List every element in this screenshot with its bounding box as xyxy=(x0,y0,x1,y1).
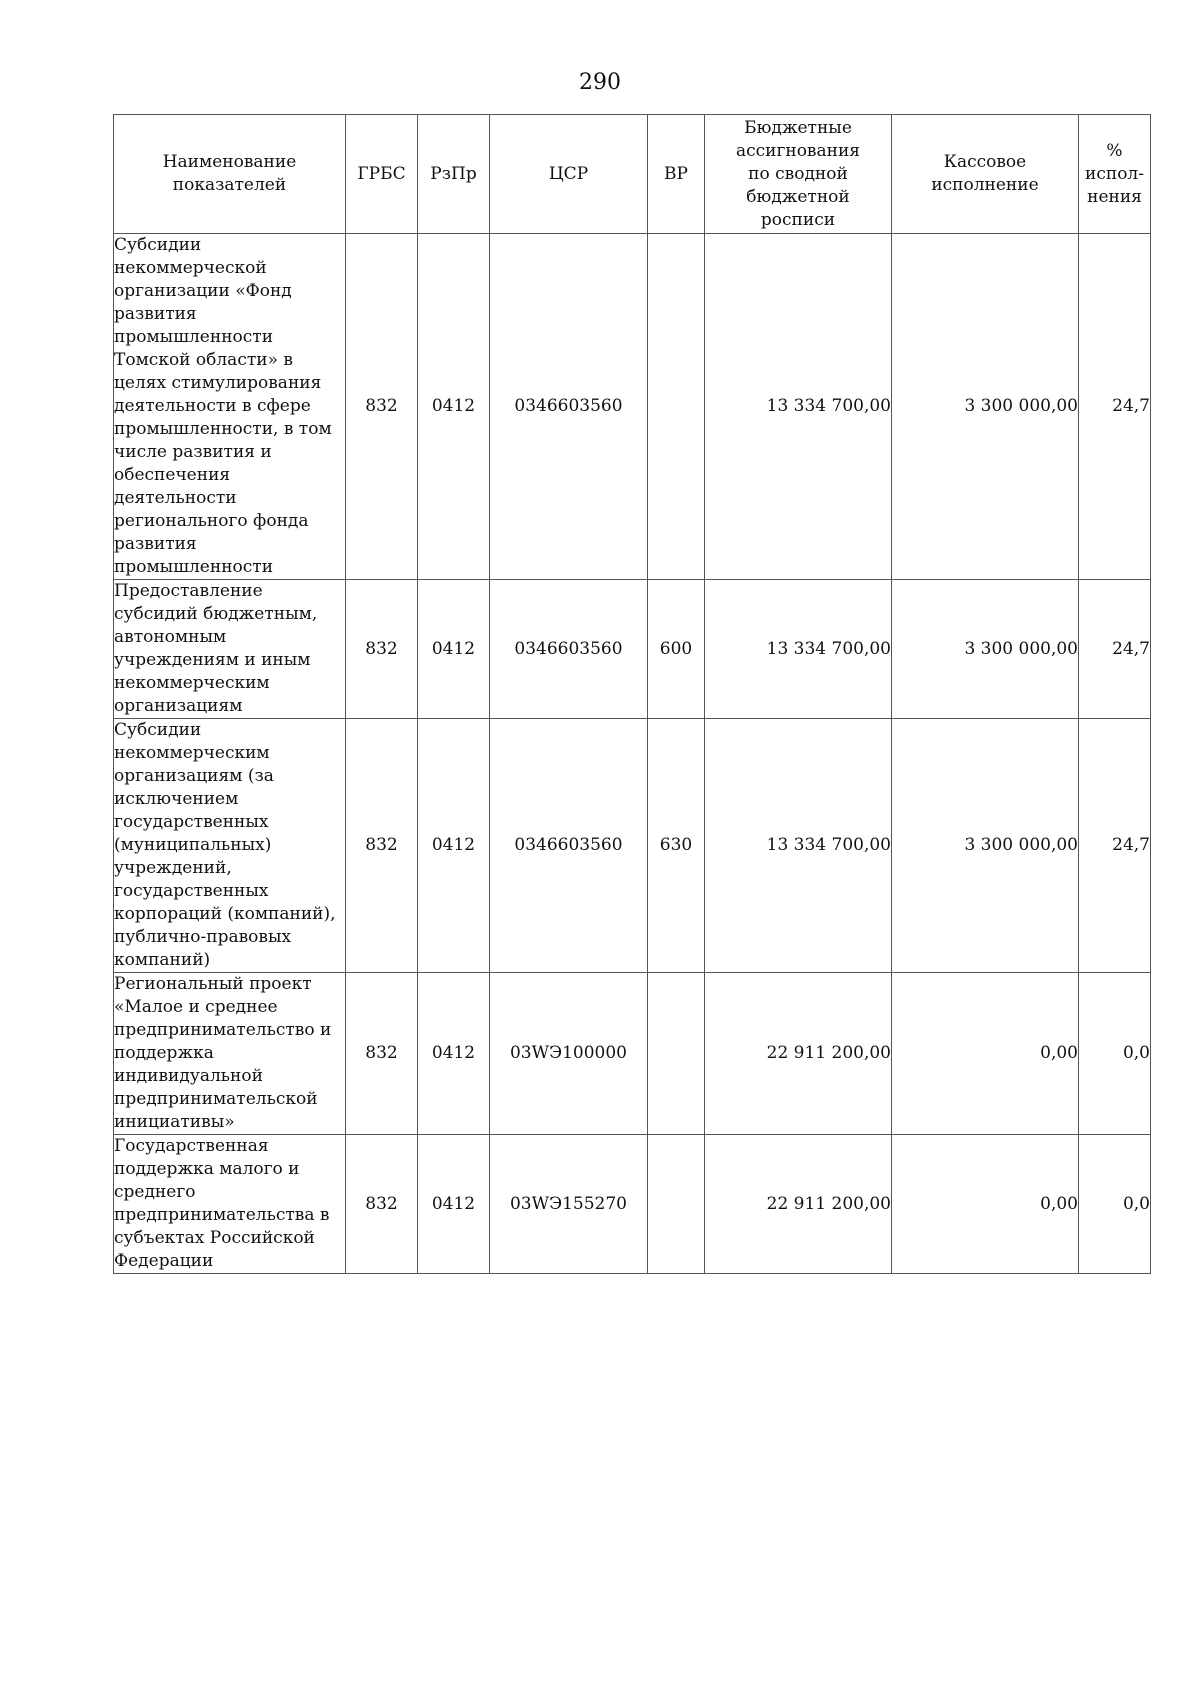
row-percent: 24,7 xyxy=(1079,719,1151,973)
header-grbs: ГРБС xyxy=(346,115,418,234)
page-number: 290 xyxy=(579,70,621,95)
header-rzpr: РзПр xyxy=(418,115,490,234)
row-grbs: 832 xyxy=(346,1135,418,1274)
row-rzpr: 0412 xyxy=(418,234,490,580)
row-vr: 630 xyxy=(648,719,705,973)
row-name: Субсидии некоммерческим организациям (за исключением государственных (муниципальных) учреждений, государственных корпораций (компаний), публично-правовых компаний) xyxy=(114,719,346,973)
row-rzpr: 0412 xyxy=(418,719,490,973)
header-name: Наименование показателей xyxy=(114,115,346,234)
row-csr: 0346603560 xyxy=(490,580,648,719)
header-csr: ЦСР xyxy=(490,115,648,234)
row-grbs: 832 xyxy=(346,580,418,719)
row-budget: 13 334 700,00 xyxy=(705,580,892,719)
row-grbs: 832 xyxy=(346,719,418,973)
row-vr xyxy=(648,973,705,1135)
row-budget: 13 334 700,00 xyxy=(705,234,892,580)
row-rzpr: 0412 xyxy=(418,1135,490,1274)
row-percent: 24,7 xyxy=(1079,234,1151,580)
row-name: Субсидии некоммерческой организации «Фонд развития промышленности Томской области» в целях стимулирования деятельности в сфере промышленности, в том числе развития и обеспечения деятельности регионального фонда развития промышленности xyxy=(114,234,346,580)
row-budget: 22 911 200,00 xyxy=(705,973,892,1135)
row-rzpr: 0412 xyxy=(418,580,490,719)
row-rzpr: 0412 xyxy=(418,973,490,1135)
header-cash: Кассовое исполнение xyxy=(892,115,1079,234)
row-csr: 0346603560 xyxy=(490,719,648,973)
row-budget: 13 334 700,00 xyxy=(705,719,892,973)
row-grbs: 832 xyxy=(346,234,418,580)
row-cash: 0,00 xyxy=(892,1135,1079,1274)
table-row xyxy=(114,234,1151,580)
row-budget: 22 911 200,00 xyxy=(705,1135,892,1274)
row-percent: 0,0 xyxy=(1079,1135,1151,1274)
header-percent: % испол-нения xyxy=(1079,115,1151,234)
header-budget: Бюджетные ассигнования по сводной бюджетной росписи xyxy=(705,115,892,234)
row-percent: 0,0 xyxy=(1079,973,1151,1135)
row-csr: 03WЭ155270 xyxy=(490,1135,648,1274)
table-row xyxy=(114,973,1151,1135)
row-cash: 0,00 xyxy=(892,973,1079,1135)
budget-execution-table xyxy=(113,114,1151,1274)
row-vr: 600 xyxy=(648,580,705,719)
table-row xyxy=(114,1135,1151,1274)
row-cash: 3 300 000,00 xyxy=(892,719,1079,973)
header-vr: ВР xyxy=(648,115,705,234)
row-name: Региональный проект «Малое и среднее предпринимательство и поддержка индивидуальной предпринимательской инициативы» xyxy=(114,973,346,1135)
table-row xyxy=(114,580,1151,719)
row-name: Предоставление субсидий бюджетным, автономным учреждениям и иным некоммерческим организациям xyxy=(114,580,346,719)
table-header-row xyxy=(114,115,1151,234)
row-vr xyxy=(648,1135,705,1274)
row-name: Государственная поддержка малого и среднего предпринимательства в субъектах Российской Федерации xyxy=(114,1135,346,1274)
row-cash: 3 300 000,00 xyxy=(892,234,1079,580)
row-percent: 24,7 xyxy=(1079,580,1151,719)
row-cash: 3 300 000,00 xyxy=(892,580,1079,719)
row-csr: 0346603560 xyxy=(490,234,648,580)
row-vr xyxy=(648,234,705,580)
row-csr: 03WЭ100000 xyxy=(490,973,648,1135)
table-row xyxy=(114,719,1151,973)
row-grbs: 832 xyxy=(346,973,418,1135)
